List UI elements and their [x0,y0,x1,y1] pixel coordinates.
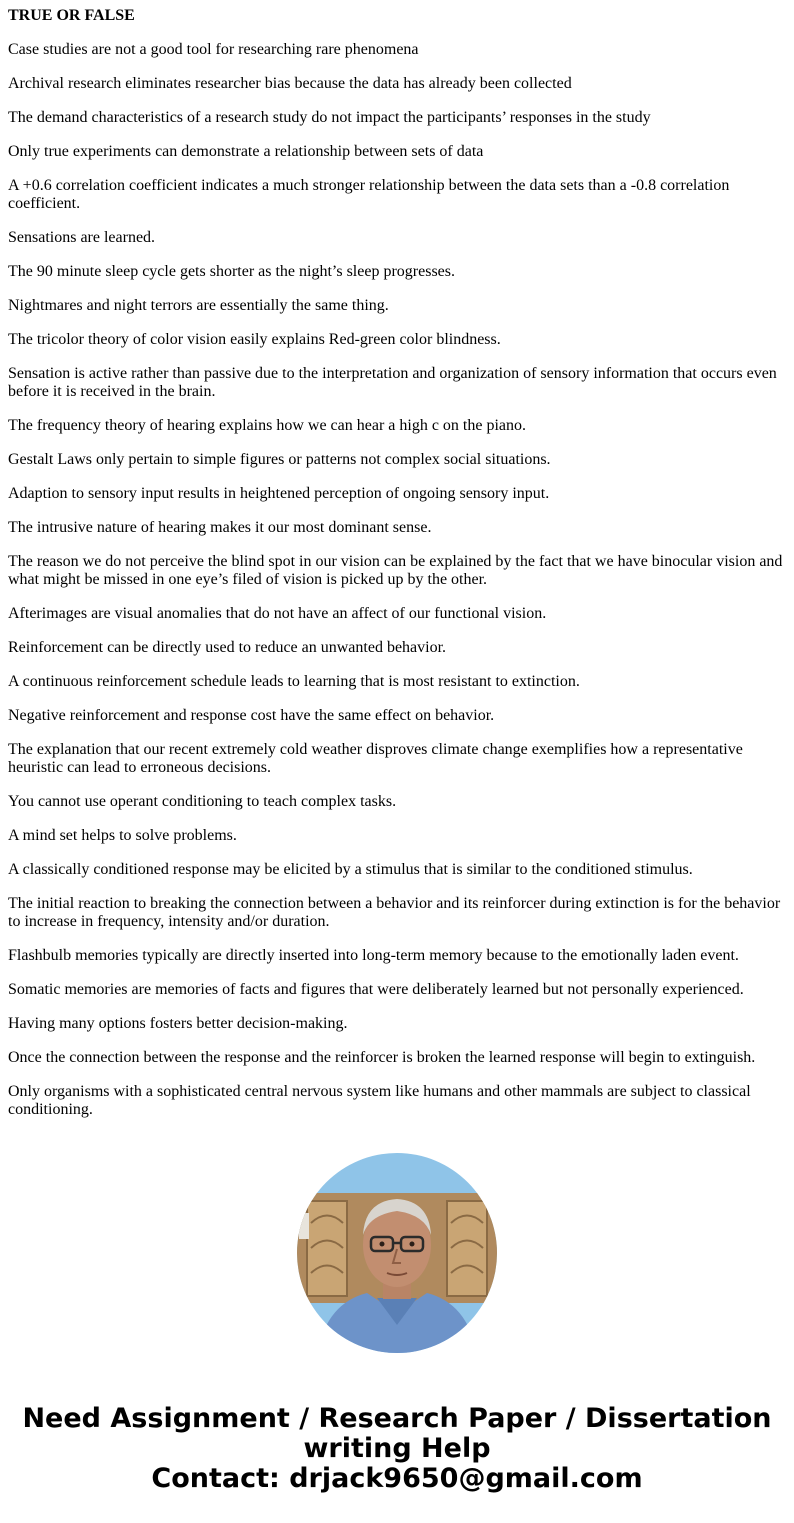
statement-item: Once the connection between the response and the reinforcer is broken the learned response will begin to extinguish. [8,1049,756,1066]
statement-item: Sensation is active rather than passive due to the interpretation and organization of sensory information that occurs even before it is received in the brain. [8,365,777,400]
statement-item: Only organisms with a sophisticated central nervous system like humans and other mammals are subject to classical conditioning. [8,1083,751,1118]
page-title: TRUE OR FALSE [8,7,135,24]
statement-item: Reinforcement can be directly used to reduce an unwanted behavior. [8,639,447,656]
statement-item: The demand characteristics of a research study do not impact the participants’ responses in the study [8,109,651,126]
statement-list [8,41,786,1119]
avatar [297,1153,497,1353]
statement-item: Having many options fosters better decision-making. [8,1015,348,1032]
statement-item: A continuous reinforcement schedule leads to learning that is most resistant to extinction. [8,673,580,690]
statement-item: Flashbulb memories typically are directly inserted into long-term memory because to the emotionally laden event. [8,947,739,964]
statement-item: The frequency theory of hearing explains how we can hear a high c on the piano. [8,417,527,434]
statement-item: The initial reaction to breaking the connection between a behavior and its reinforcer during extinction is for the behavior to increase in frequency, intensity and/or duration. [8,895,781,930]
contact-banner [0,1404,794,1494]
statement-item: A +0.6 correlation coefficient indicates a much stronger relationship between the data sets than a -0.8 correlation coefficient. [8,177,730,212]
statement-item: The explanation that our recent extremely cold weather disproves climate change exemplifies how a representative heuristic can lead to erroneous decisions. [8,741,743,776]
statement-item: The tricolor theory of color vision easily explains Red-green color blindness. [8,331,501,348]
statement-item: You cannot use operant conditioning to teach complex tasks. [8,793,397,810]
cta-line-1: Need Assignment / Research Paper / Dissertation [22,1403,772,1434]
statement-item: Negative reinforcement and response cost have the same effect on behavior. [8,707,495,724]
statement-item: Somatic memories are memories of facts and figures that were deliberately learned but not personally experienced. [8,981,744,998]
statement-item: A classically conditioned response may be elicited by a stimulus that is similar to the conditioned stimulus. [8,861,693,878]
contact-email[interactable]: Contact: drjack9650@gmail.com [151,1463,643,1494]
statement-item: Adaption to sensory input results in heightened perception of ongoing sensory input. [8,485,550,502]
cta-line-2: writing Help [303,1433,491,1464]
statement-item: Sensations are learned. [8,229,156,246]
statement-item: The 90 minute sleep cycle gets shorter as the night’s sleep progresses. [8,263,455,280]
statement-item: Nightmares and night terrors are essentially the same thing. [8,297,389,314]
statement-item: Only true experiments can demonstrate a relationship between sets of data [8,143,484,160]
statement-item: Afterimages are visual anomalies that do not have an affect of our functional vision. [8,605,547,622]
statement-item: The intrusive nature of hearing makes it our most dominant sense. [8,519,432,536]
statement-item: A mind set helps to solve problems. [8,827,237,844]
person-photo-icon [297,1153,497,1353]
statement-item: Case studies are not a good tool for researching rare phenomena [8,41,419,58]
statement-item: Gestalt Laws only pertain to simple figures or patterns not complex social situations. [8,451,551,468]
statement-item: The reason we do not perceive the blind spot in our vision can be explained by the fact that we have binocular vision and what might be missed in one eye’s filed of vision is picked up by the other. [8,553,783,588]
statement-item: Archival research eliminates researcher bias because the data has already been collected [8,75,572,92]
